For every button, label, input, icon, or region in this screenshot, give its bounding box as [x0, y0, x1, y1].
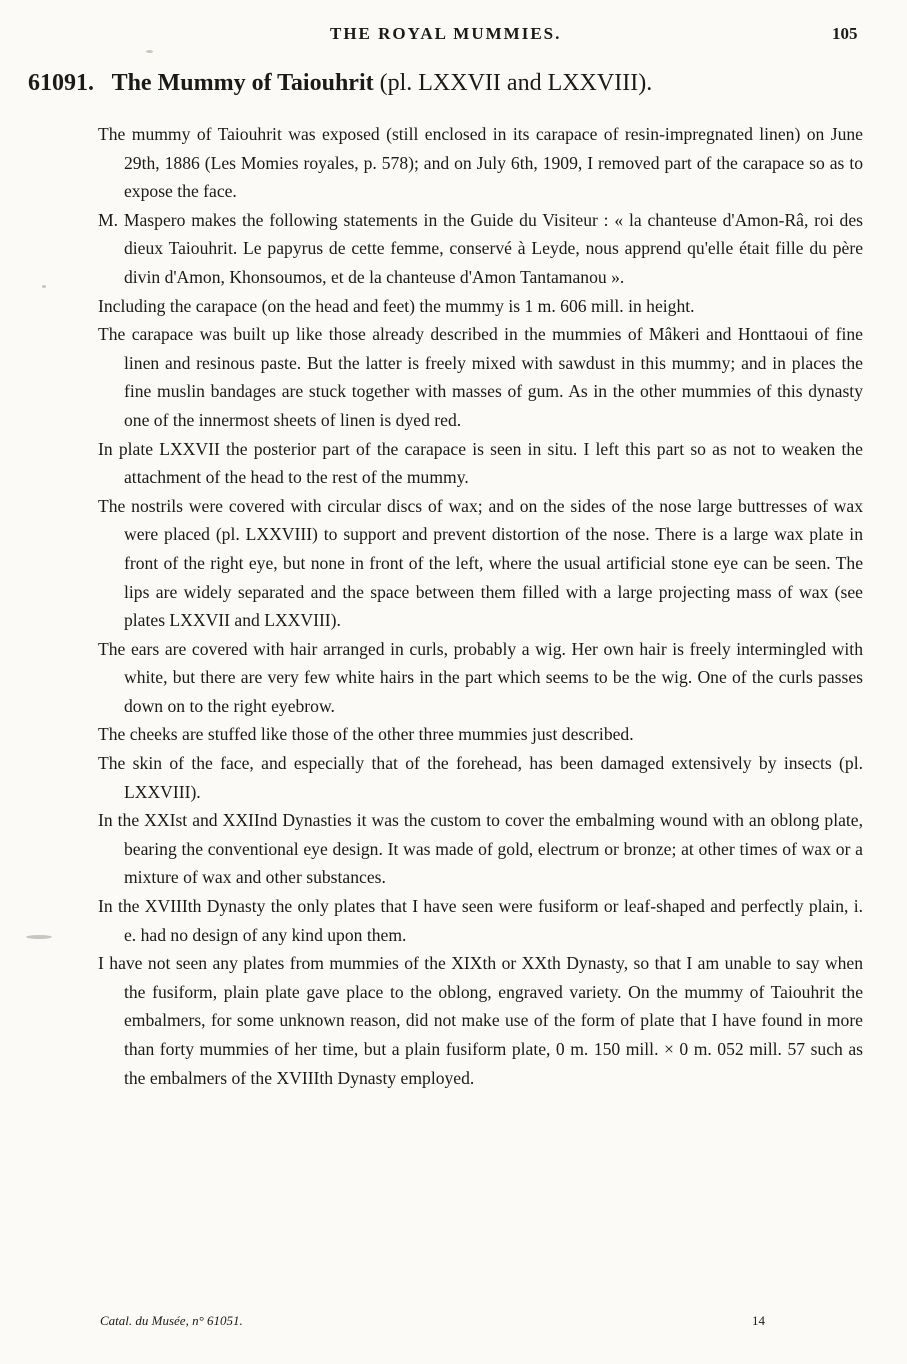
- paragraph: The carapace was built up like those already described in the mummies of Mâkeri and Honttaoui of fine linen and resinous paste. But the latter is freely mixed with sawdust in this mummy; and in places the fine muslin bandages are stuck together with masses of gum. As in the other mummies of this dynasty one of the innermost sheets of linen is dyed red.: [98, 324, 863, 430]
- paragraph: M. Maspero makes the following statements in the Guide du Visiteur : « la chanteuse d'Amon-Râ, roi des dieux Taiouhrit. Le papyrus de cette femme, conservé à Leyde, nous apprend qu'elle était fille du père divin d'Amon, Khonsoumos, et de la chanteuse d'Amon Tantamanou ».: [98, 209, 863, 287]
- paragraph: In the XVIIIth Dynasty the only plates that I have seen were fusiform or leaf-shaped and perfectly plain, i. e. had no design of any kind upon them.: [98, 896, 863, 945]
- paper-speck: [26, 935, 52, 939]
- paragraph: The mummy of Taiouhrit was exposed (still enclosed in its carapace of resin-impregnated linen) on June 29th, 1886 (Les Momies royales, p. 578); and on July 6th, 1909, I removed part of the carapace so as to expose the face.: [98, 124, 863, 202]
- paragraph: In plate LXXVII the posterior part of the carapace is seen in situ. I left this part so as not to weaken the attachment of the head to the rest of the mummy.: [98, 438, 863, 488]
- paragraph: The skin of the face, and especially that of the forehead, has been damaged extensively by insects (pl. LXXVIII).: [98, 753, 863, 802]
- running-title: THE ROYAL MUMMIES.: [330, 24, 562, 43]
- catalogue-number: 61091.: [28, 70, 94, 96]
- body-text: [98, 120, 863, 1092]
- paragraph: In the XXIst and XXIInd Dynasties it was the custom to cover the embalming wound with an oblong plate, bearing the conventional eye design. It was made of gold, electrum or bronze; at other times of wax or a mixture of wax and other substances.: [98, 810, 863, 888]
- catalogue-footnote: Catal. du Musée, n° 61051.: [100, 1313, 243, 1328]
- paper-speck: [146, 50, 153, 53]
- paragraph: I have not seen any plates from mummies of the XIXth or XXth Dynasty, so that I am unable to say when the fusiform, plain plate gave place to the oblong, engraved variety. On the mummy of Taiouhrit the embalmers, for some unknown reason, did not make use of the form of plate that I have found in more than forty mummies of her time, but a plain fusiform plate, 0 m. 150 mill. × 0 m. 052 mill. 57 such as the embalmers of the XVIIIth Dynasty employed.: [98, 953, 863, 1088]
- paragraph: The ears are covered with hair arranged in curls, probably a wig. Her own hair is freely intermingled with white, but there are very few white hairs in the part which seems to be the wig. One of the curls passes down on to the right eyebrow.: [98, 638, 863, 716]
- section-title: The Mummy of Taiouhrit: [111, 70, 374, 96]
- plate-reference: (pl. LXXVII and LXXVIII).: [379, 70, 653, 96]
- paragraph: Including the carapace (on the head and feet) the mummy is 1 m. 606 mill. in height.: [98, 295, 695, 316]
- signature-mark: 14: [752, 1313, 765, 1328]
- section-heading: [28, 70, 888, 97]
- page-number: 105: [832, 24, 858, 43]
- page-footer: [0, 1313, 907, 1335]
- paragraph: The nostrils were covered with circular discs of wax; and on the sides of the nose large buttresses of wax were placed (pl. LXXVIII) to support and prevent distortion of the nose. There is a large wax plate in front of the right eye, but none in front of the left, where the usual artificial stone eye can be seen. The lips are widely separated and the space between them filled with a large projecting mass of wax (see plates LXXVII and LXXVIII).: [98, 495, 863, 631]
- running-head: [0, 24, 907, 48]
- paragraph: The cheeks are stuffed like those of the other three mummies just described.: [98, 724, 634, 745]
- paper-speck: [42, 285, 46, 288]
